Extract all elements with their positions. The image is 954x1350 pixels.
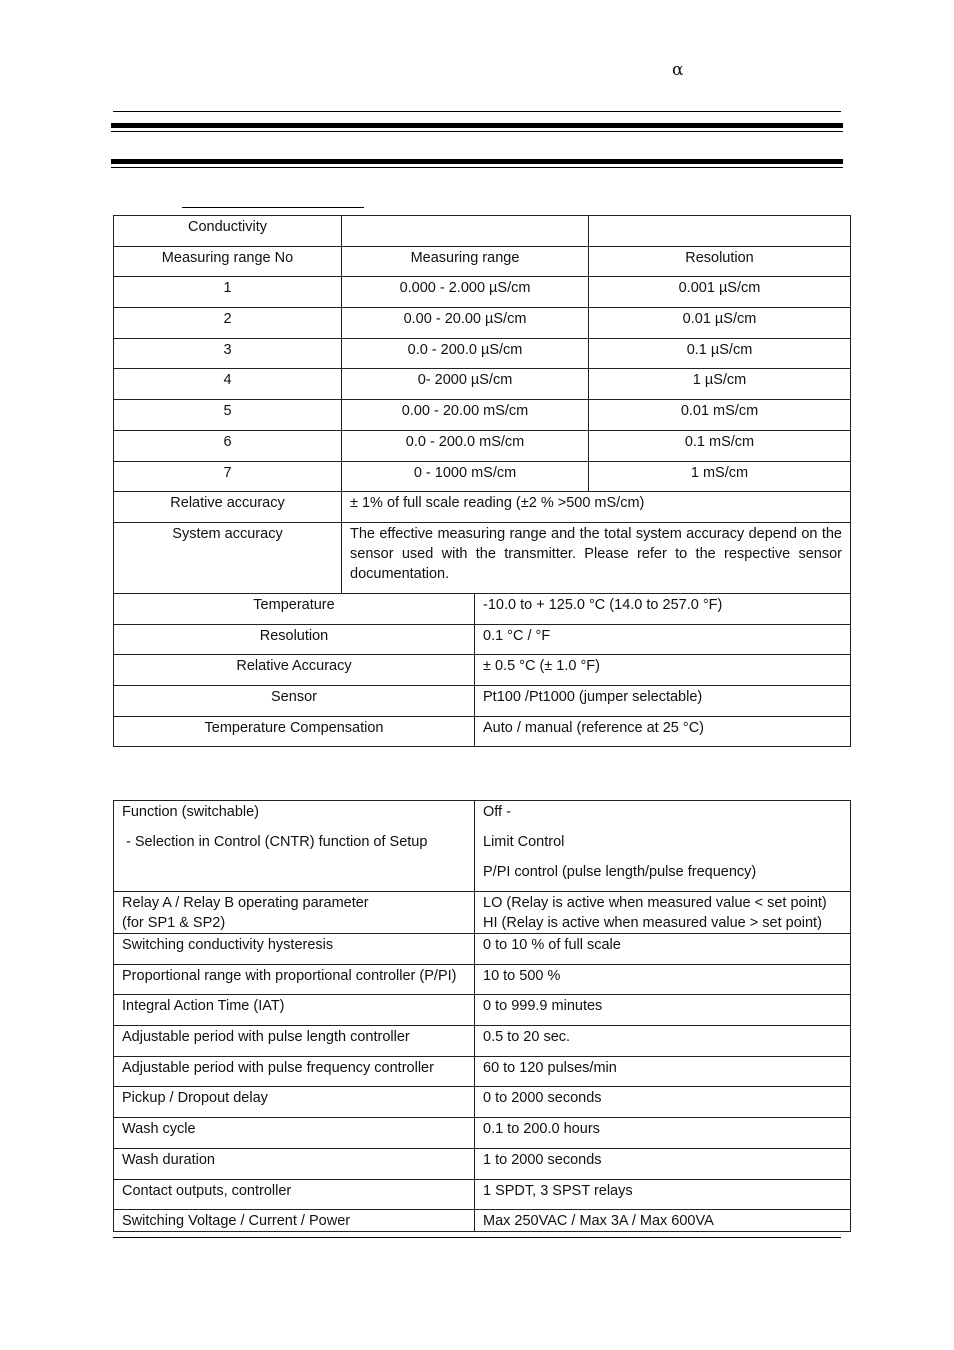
conductivity-title: Conductivity <box>114 216 342 247</box>
section-thin-rule <box>111 167 843 168</box>
sensor-value: Pt100 /Pt1000 (jumper selectable) <box>475 685 851 716</box>
range-no-cell: 3 <box>114 338 342 369</box>
range-cell: 0.000 - 2.000 µS/cm <box>342 277 589 308</box>
temperature-compensation-value: Auto / manual (reference at 25 °C) <box>475 716 851 747</box>
table-row <box>114 1087 851 1118</box>
system-accuracy-value: The effective measuring range and the total system accuracy depend on the sensor used with the transmitter. Please refer to the respective sensor documentation. <box>342 522 851 593</box>
temperature-label: Temperature <box>114 593 475 624</box>
alpha-symbol: α <box>672 60 684 80</box>
param-value: 10 to 500 % <box>475 964 851 995</box>
relay-value-cell <box>475 892 851 934</box>
empty-cell <box>342 216 589 247</box>
param-label: Proportional range with proportional controller (P/PI) <box>114 964 475 995</box>
function-option: P/PI control (pulse length/pulse frequency) <box>483 864 757 880</box>
temperature-accuracy-label: Relative Accuracy <box>114 655 475 686</box>
function-option: Off - <box>483 804 511 820</box>
relay-hi-value: HI (Relay is active when measured value > set point) <box>483 915 822 931</box>
resolution-cell: 1 mS/cm <box>589 461 851 492</box>
function-value-cell <box>475 801 851 892</box>
subheading-underline <box>182 207 364 208</box>
table-row <box>114 308 851 339</box>
table-row <box>114 1026 851 1057</box>
table-row <box>114 801 851 892</box>
table-row <box>114 685 851 716</box>
table-row <box>114 1210 851 1232</box>
resolution-cell: 0.1 µS/cm <box>589 338 851 369</box>
param-label: Pickup / Dropout delay <box>114 1087 475 1118</box>
range-cell: 0.0 - 200.0 mS/cm <box>342 430 589 461</box>
column-header: Measuring range No <box>114 246 342 277</box>
table-row <box>114 461 851 492</box>
sensor-label: Sensor <box>114 685 475 716</box>
function-sublabel: - Selection in Control (CNTR) function of Setup <box>122 834 428 850</box>
relay-label: Relay A / Relay B operating parameter <box>122 895 369 911</box>
system-accuracy-label: System accuracy <box>114 522 342 593</box>
table-row <box>114 492 851 523</box>
param-value: Max 250VAC / Max 3A / Max 600VA <box>475 1210 851 1232</box>
table-row <box>114 655 851 686</box>
param-label: Switching Voltage / Current / Power <box>114 1210 475 1232</box>
controller-spec-table <box>113 800 851 1232</box>
param-label: Adjustable period with pulse length controller <box>114 1026 475 1057</box>
param-label: Wash duration <box>114 1148 475 1179</box>
range-no-cell: 7 <box>114 461 342 492</box>
param-value: 0.1 to 200.0 hours <box>475 1118 851 1149</box>
param-value: 0 to 999.9 minutes <box>475 995 851 1026</box>
table-row <box>114 277 851 308</box>
table-row <box>114 216 851 247</box>
table-row <box>114 624 851 655</box>
table-row <box>114 338 851 369</box>
param-value: 0.5 to 20 sec. <box>475 1026 851 1057</box>
relay-sublabel: (for SP1 & SP2) <box>122 915 226 931</box>
param-value: 0 to 2000 seconds <box>475 1087 851 1118</box>
empty-cell <box>589 216 851 247</box>
range-no-cell: 4 <box>114 369 342 400</box>
param-value: 1 to 2000 seconds <box>475 1148 851 1179</box>
header-thick-rule <box>111 123 843 128</box>
range-cell: 0.0 - 200.0 µS/cm <box>342 338 589 369</box>
temperature-compensation-label: Temperature Compensation <box>114 716 475 747</box>
conductivity-spec-table <box>113 215 851 747</box>
column-header: Resolution <box>589 246 851 277</box>
temperature-accuracy-value: ± 0.5 °C (± 1.0 °F) <box>475 655 851 686</box>
table-row <box>114 1148 851 1179</box>
range-no-cell: 2 <box>114 308 342 339</box>
resolution-cell: 0.01 µS/cm <box>589 308 851 339</box>
relative-accuracy-value: ± 1% of full scale reading (±2 % >500 mS/cm) <box>342 492 851 523</box>
resolution-cell: 0.01 mS/cm <box>589 400 851 431</box>
table-row <box>114 369 851 400</box>
column-header: Measuring range <box>342 246 589 277</box>
range-cell: 0- 2000 µS/cm <box>342 369 589 400</box>
function-option: Limit Control <box>483 834 565 850</box>
range-cell: 0 - 1000 mS/cm <box>342 461 589 492</box>
table-row <box>114 522 851 593</box>
temperature-resolution-label: Resolution <box>114 624 475 655</box>
resolution-cell: 1 µS/cm <box>589 369 851 400</box>
relay-lo-value: LO (Relay is active when measured value < set point) <box>483 895 827 911</box>
range-cell: 0.00 - 20.00 mS/cm <box>342 400 589 431</box>
table-row <box>114 964 851 995</box>
relative-accuracy-label: Relative accuracy <box>114 492 342 523</box>
table-row <box>114 593 851 624</box>
resolution-cell: 0.1 mS/cm <box>589 430 851 461</box>
function-label: Function (switchable) <box>122 804 259 820</box>
param-value: 1 SPDT, 3 SPST relays <box>475 1179 851 1210</box>
relay-label-cell <box>114 892 475 934</box>
temperature-value: -10.0 to + 125.0 °C (14.0 to 257.0 °F) <box>475 593 851 624</box>
table-row <box>114 1179 851 1210</box>
table-row <box>114 892 851 934</box>
param-value: 60 to 120 pulses/min <box>475 1056 851 1087</box>
param-label: Wash cycle <box>114 1118 475 1149</box>
temperature-resolution-value: 0.1 °C / °F <box>475 624 851 655</box>
footer-rule <box>113 1237 841 1238</box>
param-label: Contact outputs, controller <box>114 1179 475 1210</box>
range-no-cell: 1 <box>114 277 342 308</box>
param-label: Adjustable period with pulse frequency controller <box>114 1056 475 1087</box>
table-header-row <box>114 246 851 277</box>
section-thick-rule <box>111 159 843 164</box>
header-thin-rule-2 <box>111 131 843 132</box>
function-label-cell <box>114 801 475 892</box>
header-thin-rule <box>113 111 841 112</box>
range-no-cell: 5 <box>114 400 342 431</box>
param-label: Switching conductivity hysteresis <box>114 934 475 965</box>
param-label: Integral Action Time (IAT) <box>114 995 475 1026</box>
range-no-cell: 6 <box>114 430 342 461</box>
table-row <box>114 1118 851 1149</box>
table-row <box>114 716 851 747</box>
resolution-cell: 0.001 µS/cm <box>589 277 851 308</box>
param-value: 0 to 10 % of full scale <box>475 934 851 965</box>
table-row <box>114 995 851 1026</box>
table-row <box>114 1056 851 1087</box>
table-row <box>114 430 851 461</box>
range-cell: 0.00 - 20.00 µS/cm <box>342 308 589 339</box>
table-row <box>114 934 851 965</box>
table-row <box>114 400 851 431</box>
